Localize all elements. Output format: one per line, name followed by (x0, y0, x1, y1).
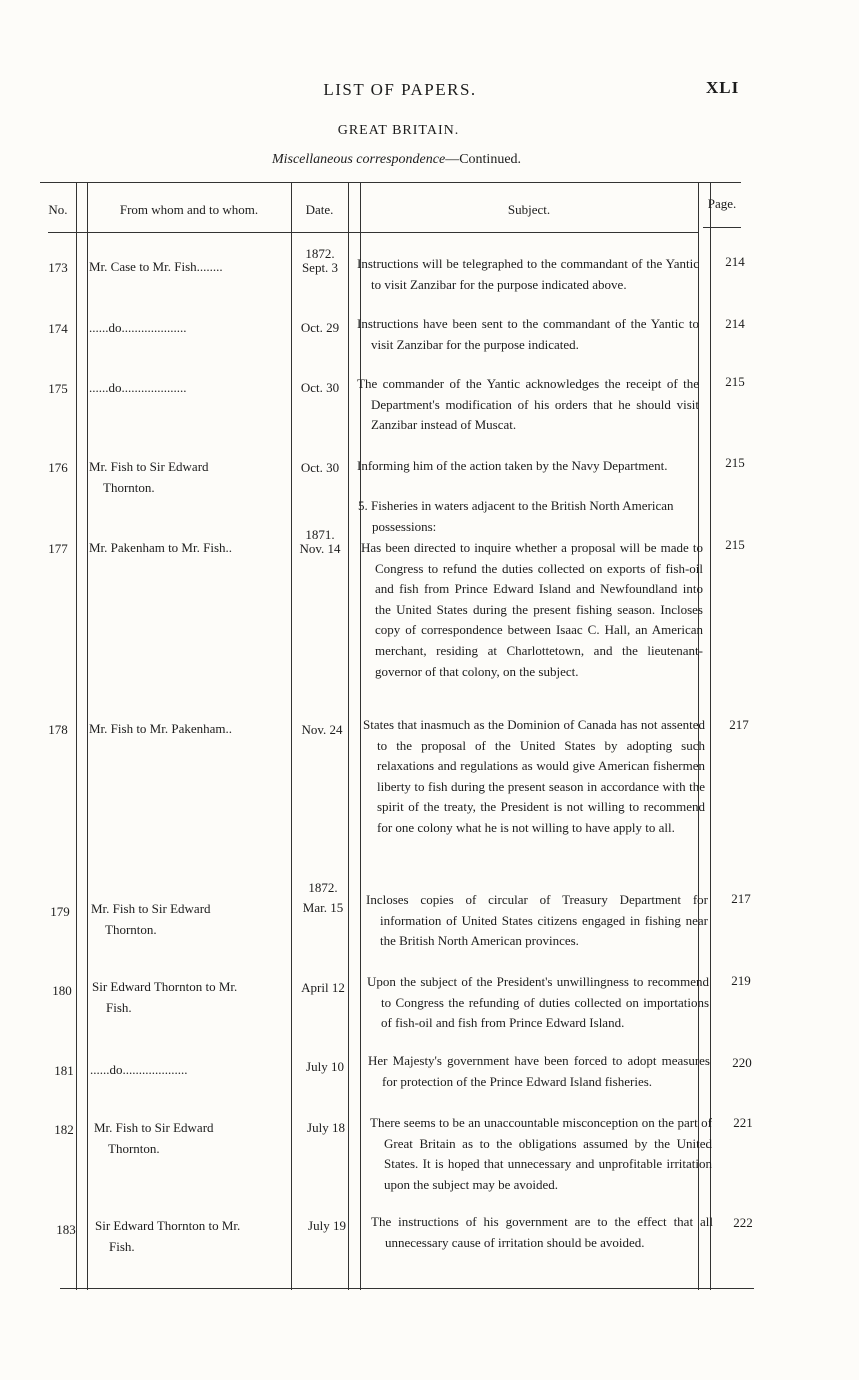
row-date: July 19 (308, 1218, 346, 1233)
page-number: XLI (706, 78, 740, 97)
row-page: 214 (725, 316, 745, 331)
row-subject-text: States that inasmuch as the Dominion of Canada has not assented to the proposal of the United States by adopting such relaxations and regulations as would give American fishermen liberty to fish during the present season in accordance with the spirit of the treaty, the President is not willing to recommend for one colony what he is not willing to have apply to all. (363, 717, 705, 835)
country-heading: GREAT BRITAIN. (337, 123, 460, 138)
row-number: 176 (48, 460, 68, 475)
row-number: 174 (48, 321, 68, 336)
row-date: Mar. 15 (302, 900, 344, 915)
col-divider-2 (87, 182, 88, 1290)
row-subject (368, 1051, 710, 1092)
row-subject-text: Has been directed to inquire whether a proposal will be made to Congress to refund the duties collected on exports of fish-oil and fish from Prince Edward Island and Newfoundland into the United States during the present fishing season. Incloses copy of correspondence between Isaac C. Hall, an American merchant, residing at Charlottetown, and the lieutenant-governor of that colony, on the subject. (361, 540, 703, 679)
row-subject-text: Upon the subject of the President's unwillingness to recommend to Congress the refunding of duties collected on importations of fish-oil and fish from Prince Edward Island. (367, 974, 709, 1031)
row-page: 221 (733, 1115, 753, 1130)
row-page: 215 (725, 455, 745, 470)
row-page: 215 (725, 374, 745, 389)
col-head-page: Page. (707, 196, 737, 211)
row-subject-text: The commander of the Yantic acknowledges the receipt of the Department's modification of his orders that he should visit Zanzibar instead of Muscat. (357, 376, 699, 433)
row-subject (357, 374, 699, 436)
row-from-line1: Mr. Fish to Sir Edward (89, 459, 209, 474)
row-page: 219 (731, 973, 751, 988)
section-note (358, 496, 688, 537)
row-from-line1: Sir Edward Thornton to Mr. (92, 979, 238, 994)
row-number: 182 (54, 1122, 74, 1137)
row-subject-text: There seems to be an unaccountable misconception on the part of Great Britain as to the obligations assumed by the United States. It is hoped that unnecessary and unprofitable irritation upon the subject may be avoided. (370, 1115, 712, 1192)
row-date: July 10 (306, 1059, 344, 1074)
row-from-line2: Fish. (109, 1239, 135, 1254)
row-number: 178 (48, 722, 68, 737)
row-from: ......do.................... (89, 380, 187, 395)
table-bottom-rule (60, 1288, 754, 1289)
row-subject (363, 715, 705, 839)
row-date: July 18 (307, 1120, 345, 1135)
row-subject-text: The instructions of his government are to the effect that all unnecessary cause of irritation should be avoided. (371, 1214, 713, 1250)
row-date: Nov. 14 (299, 541, 341, 556)
row-number: 181 (54, 1063, 74, 1078)
row-page: 214 (725, 254, 745, 269)
row-from-line2: Thornton. (103, 480, 155, 495)
table-header-rule-right (703, 227, 741, 228)
row-from (92, 976, 237, 1018)
row-year: 1872. (305, 246, 335, 261)
row-page: 215 (725, 537, 745, 552)
row-from: Mr. Case to Mr. Fish........ (89, 259, 223, 274)
section-caption (0, 152, 793, 168)
row-page: 217 (731, 891, 751, 906)
row-from-line1: Mr. Fish to Sir Edward (94, 1120, 214, 1135)
row-from (89, 456, 209, 498)
row-from-line2: Fish. (106, 1000, 132, 1015)
row-date: Oct. 29 (300, 320, 340, 335)
row-subject-text: Her Majesty's government have been forced to adopt measures for protection of the Prince Edward Island fisheries. (368, 1053, 710, 1089)
row-subject (361, 538, 703, 682)
row-from: ......do.................... (89, 320, 187, 335)
row-from: Mr. Pakenham to Mr. Fish.. (89, 540, 233, 555)
row-from (94, 1117, 214, 1159)
row-date: Oct. 30 (300, 380, 340, 395)
row-number: 173 (48, 260, 68, 275)
row-subject (366, 890, 708, 952)
row-from-line1: Mr. Fish to Sir Edward (91, 901, 211, 916)
row-subject (357, 314, 699, 355)
caption-italic: Miscellaneous correspondence (271, 152, 446, 167)
row-subject (370, 1113, 712, 1195)
row-subject-text: Instructions will be telegraphed to the commandant of the Yantic to visit Zanzibar for the purpose indicated above. (357, 256, 699, 292)
row-from: ......do.................... (90, 1062, 188, 1077)
row-subject (357, 254, 699, 295)
row-date: April 12 (301, 980, 345, 995)
row-subject (367, 972, 709, 1034)
row-subject-text: Incloses copies of circular of Treasury Department for information of United States citizens engaged in fishing near the British North American provinces. (366, 892, 708, 949)
col-head-subject: Subject. (507, 202, 551, 217)
row-number: 175 (48, 381, 68, 396)
col-head-no: No. (48, 202, 68, 217)
row-from (95, 1215, 240, 1257)
row-number: 183 (56, 1222, 76, 1237)
row-subject (371, 1212, 713, 1253)
row-number: 180 (52, 983, 72, 998)
row-from-line2: Thornton. (108, 1141, 160, 1156)
section-note-text: 5. Fisheries in waters adjacent to the British North American possessions: (358, 498, 674, 534)
row-number: 179 (50, 904, 70, 919)
row-number: 177 (48, 541, 68, 556)
row-date: Oct. 30 (300, 460, 340, 475)
col-head-from: From whom and to whom. (119, 202, 259, 217)
row-from-line1: Sir Edward Thornton to Mr. (95, 1218, 241, 1233)
row-from: Mr. Fish to Mr. Pakenham.. (89, 721, 233, 736)
row-page: 222 (733, 1215, 753, 1230)
row-subject-text: Informing him of the action taken by the Navy Department. (357, 458, 668, 473)
caption-rest: —Continued. (445, 152, 522, 167)
row-year: 1872. (308, 880, 338, 895)
page-title: LIST OF PAPERS. (323, 80, 477, 99)
row-from-line2: Thornton. (105, 922, 157, 937)
row-page: 220 (732, 1055, 752, 1070)
row-subject (357, 456, 699, 477)
row-subject-text: Instructions have been sent to the commandant of the Yantic to visit Zanzibar for the purpose indicated. (357, 316, 699, 352)
table-top-rule (40, 182, 741, 183)
row-from (91, 898, 211, 940)
row-page: 217 (729, 717, 749, 732)
table-header-rule-left (48, 232, 698, 233)
row-year: 1871. (305, 527, 335, 542)
col-head-date: Date. (305, 202, 334, 217)
row-date: Nov. 24 (301, 722, 343, 737)
row-date: Sept. 3 (301, 260, 339, 275)
